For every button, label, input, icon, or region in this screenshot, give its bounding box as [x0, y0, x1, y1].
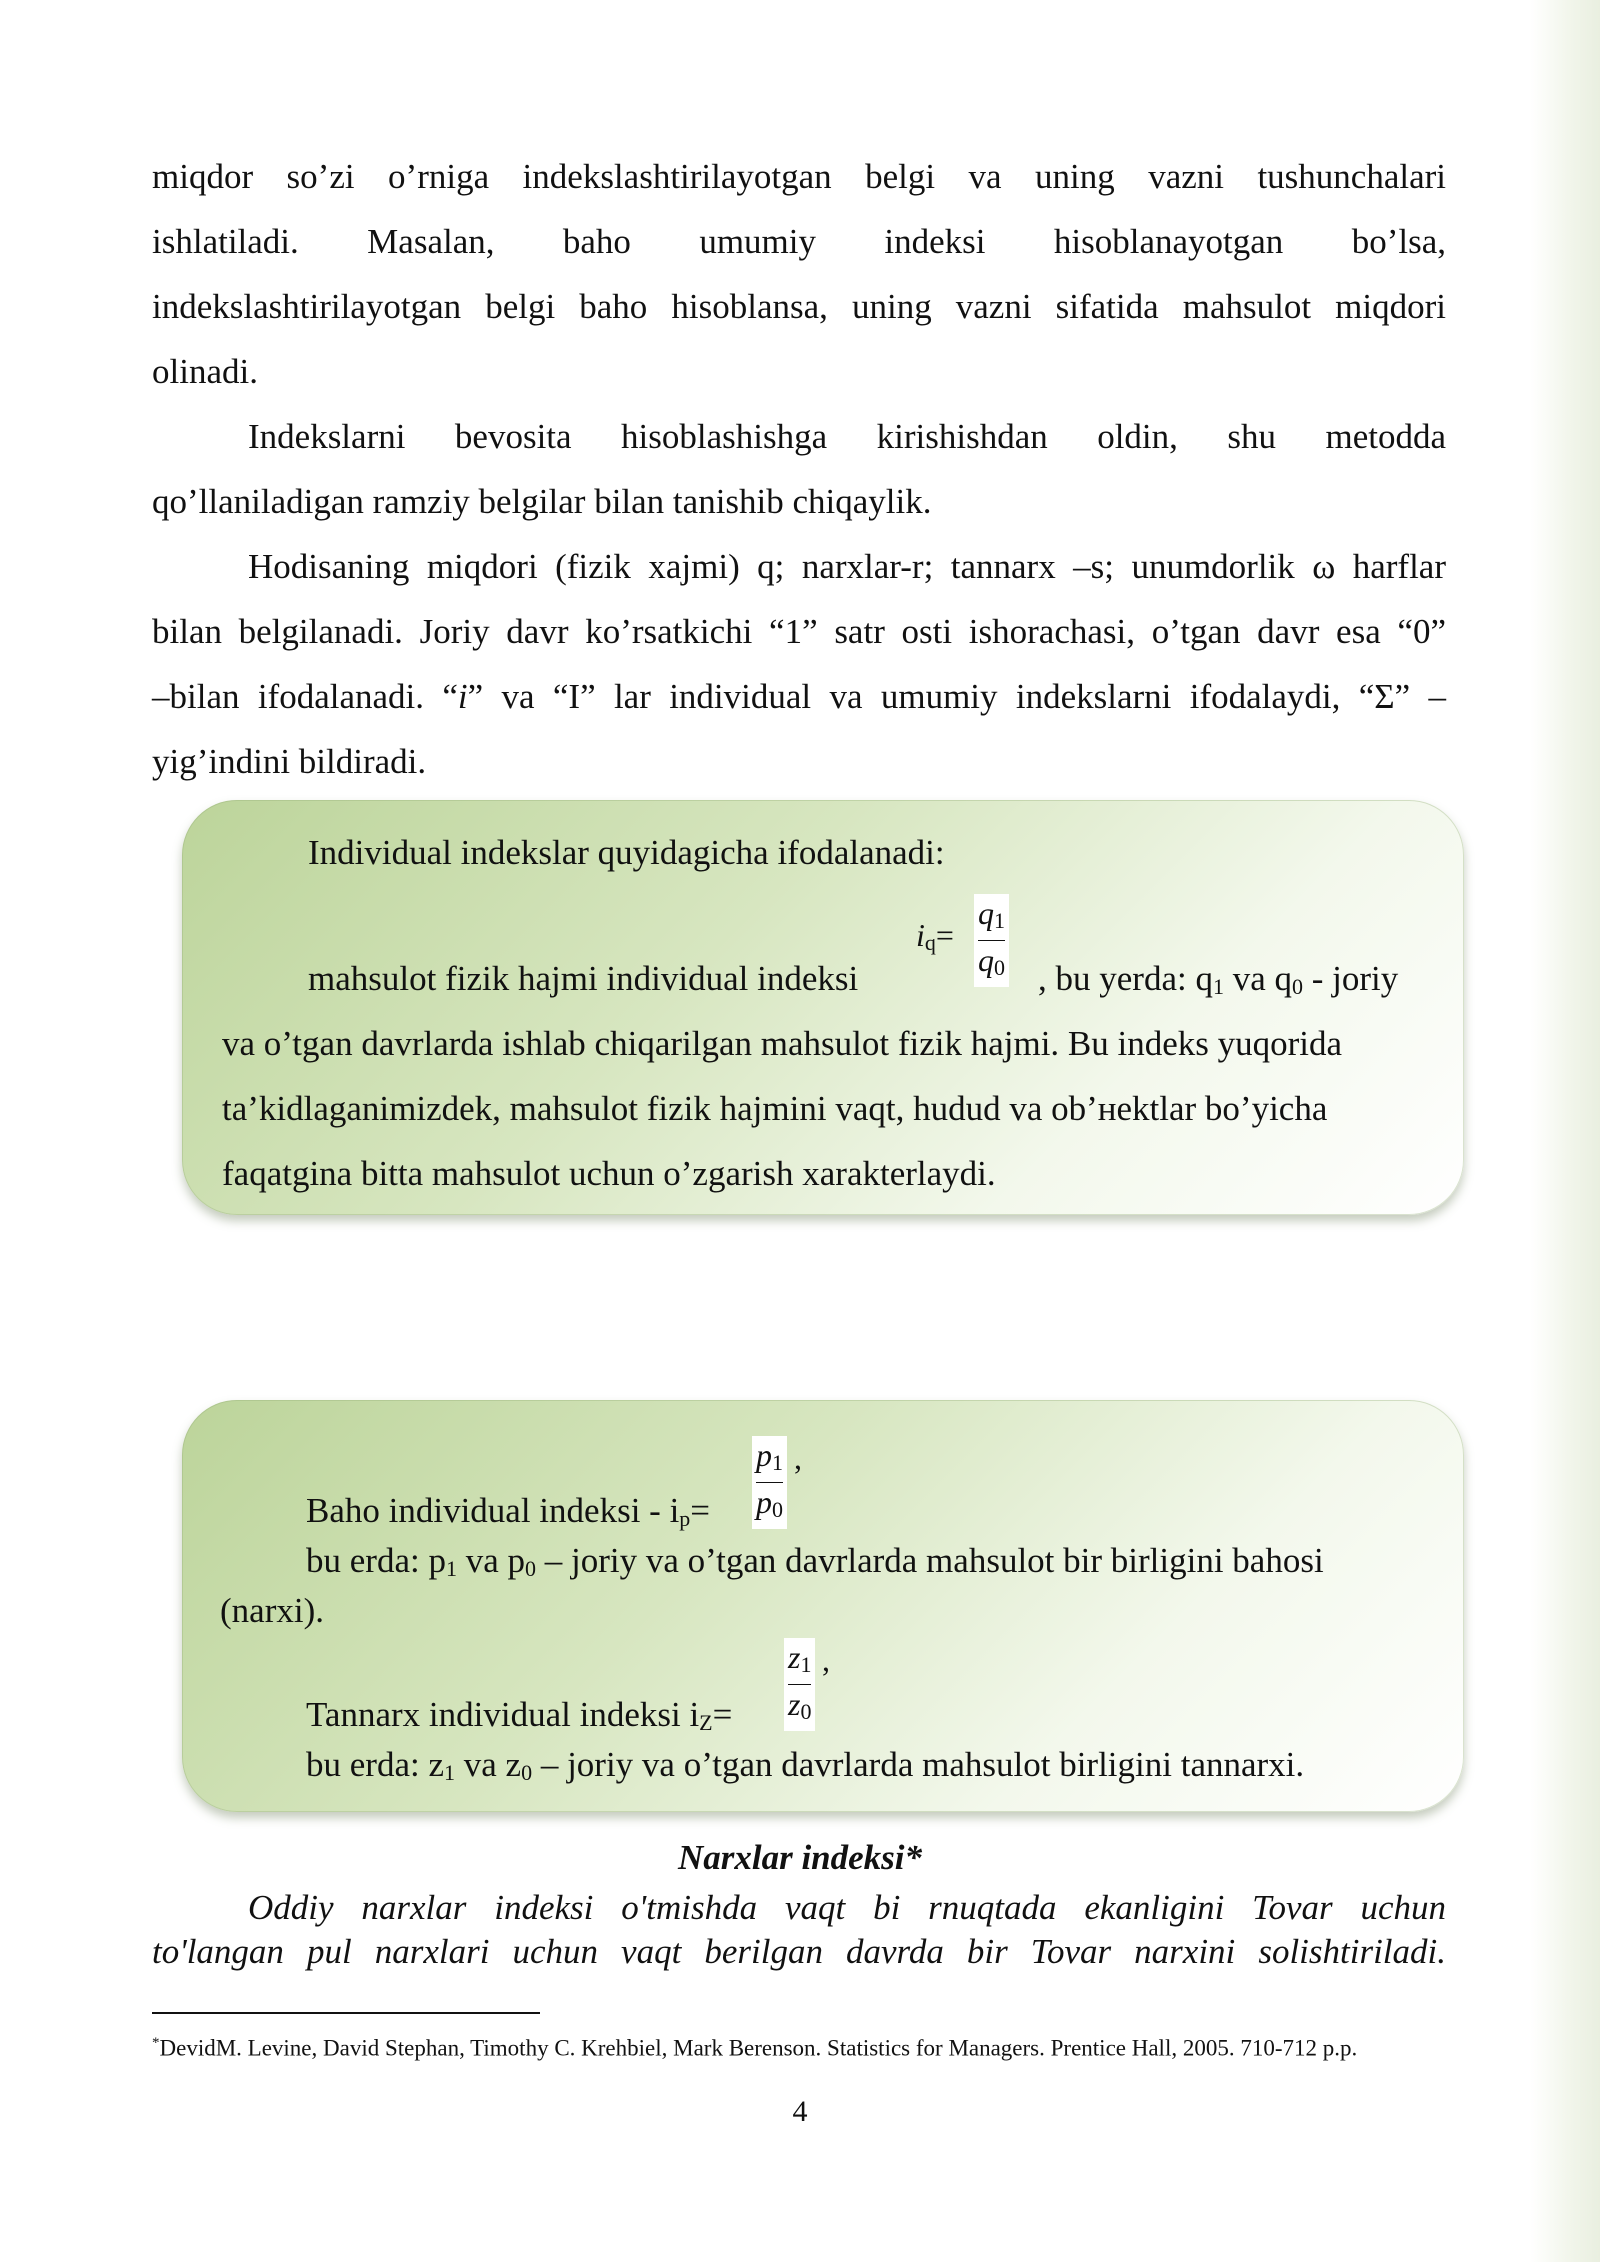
- box1-line-3: va o’tgan davrlarda ishlab chiqarilgan mahsulot fizik hajmi. Bu indeks yuqorida: [222, 1024, 1343, 1063]
- box2-z1-sub: 1: [443, 1760, 455, 1785]
- formula-ip-den-var: p: [756, 1484, 772, 1520]
- footnote-text: DevidM. Levine, David Stephan, Timothy C. Krehbiel, Mark Berenson. Statistics for Managers. Prentice Hall, 2005. 710-712 p.p.: [159, 2035, 1358, 2061]
- box2-z0-sub: 0: [521, 1760, 533, 1785]
- formula-iz-num-sub: 1: [800, 1652, 812, 1677]
- box2-baho-sub: p: [679, 1506, 691, 1531]
- formula-iz-den-var: z: [788, 1686, 801, 1722]
- box2-tannarx-desc-a: bu erda: z: [306, 1745, 444, 1784]
- box2-baho-desc-line-2: (narxi).: [220, 1591, 324, 1630]
- formula-iq-lhs: i: [916, 917, 925, 953]
- footnote-separator: [152, 2012, 540, 2014]
- price-cost-index-box: [182, 1400, 1464, 1812]
- paragraph-3-line-3-part-b: ” va “I” lar individual va umumiy indekslarni ifodalaydi, “Σ” –: [467, 677, 1447, 716]
- box1-q1-sub: 1: [1212, 974, 1224, 999]
- box1-intro: Individual indekslar quyidagicha ifodalanadi:: [308, 833, 945, 872]
- formula-iq-den-var: q: [978, 942, 994, 978]
- footnote-marker: *: [152, 2035, 160, 2051]
- page-number: 4: [792, 2095, 808, 2128]
- formula-iz-comma: ,: [822, 1642, 830, 1678]
- box1-line-5: faqatgina bitta mahsulot uchun o’zgarish xarakterlaydi.: [222, 1154, 996, 1193]
- box2-tannarx-desc: [306, 1732, 1304, 1805]
- formula-iq-den-sub: 0: [994, 955, 1005, 980]
- footnote: [152, 2028, 1446, 2064]
- paragraph-3-line-1: Hodisaning miqdori (fizik xajmi) q; narxlar-r; tannarx –s; unumdorlik ω harflar: [248, 547, 1446, 586]
- formula-iz-fraction: [784, 1638, 815, 1731]
- formula-iq-numerator: [978, 894, 1005, 941]
- formula-ip-num-sub: 1: [772, 1450, 783, 1475]
- box1-line-2a: mahsulot fizik hajmi individual indeksi: [308, 959, 859, 998]
- individual-index-box: [182, 800, 1464, 1215]
- box1-line-2b-text: , bu yerda: q: [1038, 959, 1213, 998]
- paragraph-1-line-2: ishlatiladi. Masalan, baho umumiy indeksi hisoblanayotgan bo’lsa,: [152, 222, 1446, 261]
- section-heading: Narxlar indeksi*: [677, 1838, 923, 1877]
- box1-q0-sub: 0: [1292, 974, 1303, 999]
- box2-baho-desc-a: bu erda: p: [306, 1541, 446, 1580]
- box2-tannarx-desc-c: – joriy va o’tgan davrlarda mahsulot birligini tannarxi.: [532, 1745, 1305, 1784]
- paragraph-3-line-4: yig’indini bildiradi.: [152, 742, 427, 781]
- formula-iq-lhs-sub: q: [924, 930, 936, 955]
- paragraph-2-line-1: Indekslarni bevosita hisoblashishga kirishishdan oldin, shu metodda: [248, 417, 1446, 456]
- box2-baho-desc-b: va p: [456, 1541, 525, 1580]
- paragraph-1-line-3: indekslashtirilayotgan belgi baho hisoblansa, uning vazni sifatida mahsulot miqdori: [152, 287, 1446, 326]
- formula-iz-denominator: [788, 1685, 811, 1731]
- page-edge-decoration: [1530, 0, 1600, 2262]
- italic-paragraph-line-2: to'langan pul narxlari uchun vaqt berilgan davrda bir Tovar narxini solishtiriladi.: [152, 1932, 1446, 1971]
- box2-p0-sub: 0: [525, 1556, 536, 1581]
- formula-iq-num-sub: 1: [994, 908, 1005, 933]
- box2-tannarx-label-text: Tannarx individual indeksi i: [306, 1695, 700, 1734]
- paragraph-1-line-1: miqdor so’zi o’rniga indekslashtirilayotgan belgi va uning vazni tushunchalari: [152, 157, 1446, 196]
- box2-baho-label-text: Baho individual indeksi - i: [306, 1491, 680, 1530]
- box2-p1-sub: 1: [445, 1556, 457, 1581]
- box1-line-4: ta’kidlaganimizdek, mahsulot fizik hajmini vaqt, hudud va ob’нektlar bo’yicha: [222, 1089, 1328, 1128]
- formula-iq-fraction: [974, 894, 1009, 987]
- formula-iz-num-var: z: [788, 1639, 801, 1675]
- box2-tannarx-desc-b: va z: [454, 1745, 522, 1784]
- paragraph-3-line-3: [152, 664, 1446, 729]
- formula-ip-denominator: [756, 1483, 783, 1529]
- formula-ip-num-var: p: [756, 1437, 772, 1473]
- italic-paragraph-line-1: Oddiy narxlar indeksi o'tmishda vaqt bi rnuqtada ekanligini Tovar uchun: [248, 1888, 1446, 1927]
- box2-baho-eq: =: [690, 1491, 711, 1530]
- box1-line-2b: [1038, 946, 1398, 1019]
- box1-line-2d-text: - joriy: [1303, 959, 1399, 998]
- box2-tannarx-eq: =: [712, 1695, 733, 1734]
- box2-baho-desc-c: – joriy va o’tgan davrlarda mahsulot bir birligini bahosi: [536, 1541, 1324, 1580]
- formula-ip-numerator: [756, 1436, 783, 1483]
- paragraph-3-line-2: bilan belgilanadi. Joriy davr ko’rsatkichi “1” satr osti ishorachasi, o’tgan davr esa “0”: [152, 612, 1446, 651]
- formula-iq-num-var: q: [978, 895, 994, 931]
- paragraph-3-line-3-part-a: –bilan ifodalanadi. “: [152, 677, 458, 716]
- box1-line-2c-text: va q: [1223, 959, 1292, 998]
- box2-tannarx-sub: Z: [699, 1710, 713, 1735]
- formula-ip-fraction: [752, 1436, 787, 1529]
- formula-iq-denominator: [978, 941, 1005, 987]
- formula-iz-numerator: [788, 1638, 811, 1685]
- formula-iq-eq: =: [935, 917, 954, 953]
- formula-ip-comma: ,: [794, 1440, 802, 1476]
- paragraph-1-line-4: olinadi.: [152, 352, 258, 391]
- formula-iz-den-sub: 0: [800, 1699, 812, 1724]
- paragraph-2-line-2: qo’llaniladigan ramziy belgilar bilan tanishib chiqaylik.: [152, 482, 932, 521]
- individual-index-symbol: i: [457, 677, 468, 716]
- formula-ip-den-sub: 0: [772, 1497, 783, 1522]
- box2-baho-desc: [306, 1528, 1324, 1601]
